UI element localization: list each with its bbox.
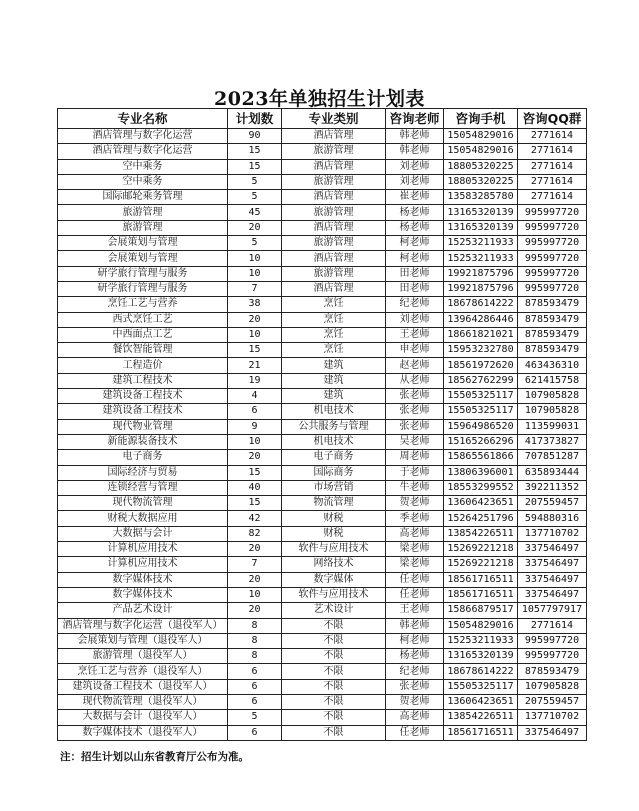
cell-phone: 18805320225 — [444, 174, 518, 189]
cell-phone: 13854226511 — [444, 526, 518, 541]
cell-phone: 18678614222 — [444, 297, 518, 312]
cell-phone: 15054829016 — [444, 618, 518, 633]
cell-phone: 13165320139 — [444, 649, 518, 664]
cell-phone: 15505325117 — [444, 404, 518, 419]
cell-category: 网络技术 — [282, 557, 386, 572]
cell-major: 数字媒体技术 — [58, 587, 228, 602]
table-row — [58, 725, 587, 740]
cell-phone: 13165320139 — [444, 205, 518, 220]
cell-teacher: 从老师 — [386, 373, 444, 388]
cell-teacher: 田老师 — [386, 266, 444, 281]
cell-phone: 15269221218 — [444, 542, 518, 557]
cell-teacher: 柯老师 — [386, 633, 444, 648]
cell-teacher: 张老师 — [386, 679, 444, 694]
cell-major: 旅游管理 — [58, 220, 228, 235]
table-row — [58, 190, 587, 205]
cell-major: 新能源装备技术 — [58, 434, 228, 449]
cell-qq-group: 995997720 — [518, 649, 587, 664]
table-row — [58, 450, 587, 465]
table-row — [58, 205, 587, 220]
cell-quota: 9 — [228, 419, 282, 434]
cell-major: 酒店管理与数字化运营 — [58, 129, 228, 144]
cell-category: 不限 — [282, 633, 386, 648]
cell-teacher: 周老师 — [386, 450, 444, 465]
cell-qq-group: 2771614 — [518, 144, 587, 159]
cell-major: 数字媒体技术 — [58, 572, 228, 587]
cell-quota: 15 — [228, 144, 282, 159]
table-row — [58, 480, 587, 495]
cell-quota: 5 — [228, 236, 282, 251]
table-row — [58, 251, 587, 266]
cell-qq-group: 207559457 — [518, 496, 587, 511]
table-row — [58, 389, 587, 404]
cell-quota: 90 — [228, 129, 282, 144]
cell-phone: 13583285780 — [444, 190, 518, 205]
cell-quota: 82 — [228, 526, 282, 541]
cell-category: 软件与应用技术 — [282, 542, 386, 557]
table-row — [58, 587, 587, 602]
table-row — [58, 373, 587, 388]
cell-qq-group: 995997720 — [518, 220, 587, 235]
cell-category: 烹饪 — [282, 327, 386, 342]
cell-quota: 15 — [228, 496, 282, 511]
cell-category: 建筑 — [282, 389, 386, 404]
cell-teacher: 王老师 — [386, 603, 444, 618]
cell-teacher: 于老师 — [386, 465, 444, 480]
cell-phone: 15054829016 — [444, 144, 518, 159]
cell-major: 现代物业管理 — [58, 419, 228, 434]
cell-teacher: 杨老师 — [386, 205, 444, 220]
table-row — [58, 220, 587, 235]
cell-category: 烹饪 — [282, 312, 386, 327]
cell-quota: 5 — [228, 174, 282, 189]
cell-teacher: 申老师 — [386, 343, 444, 358]
cell-category: 电子商务 — [282, 450, 386, 465]
cell-teacher: 贺老师 — [386, 496, 444, 511]
cell-phone: 15253211933 — [444, 236, 518, 251]
cell-qq-group: 995997720 — [518, 236, 587, 251]
cell-quota: 10 — [228, 434, 282, 449]
cell-major: 电子商务 — [58, 450, 228, 465]
enrollment-plan-table — [57, 108, 587, 741]
cell-quota: 10 — [228, 266, 282, 281]
table-row — [58, 679, 587, 694]
cell-quota: 21 — [228, 358, 282, 373]
cell-phone: 15054829016 — [444, 129, 518, 144]
table-row — [58, 511, 587, 526]
cell-major: 计算机应用技术 — [58, 542, 228, 557]
table-row — [58, 664, 587, 679]
cell-teacher: 韩老师 — [386, 618, 444, 633]
cell-category: 不限 — [282, 649, 386, 664]
table-row — [58, 129, 587, 144]
cell-quota: 15 — [228, 343, 282, 358]
cell-qq-group: 635893444 — [518, 465, 587, 480]
cell-phone: 15505325117 — [444, 389, 518, 404]
column-header-category: 专业类别 — [282, 109, 386, 129]
cell-teacher: 张老师 — [386, 404, 444, 419]
cell-teacher: 刘老师 — [386, 174, 444, 189]
cell-major: 餐饮智能管理 — [58, 343, 228, 358]
cell-category: 物流管理 — [282, 496, 386, 511]
table-row — [58, 710, 587, 725]
cell-teacher: 高老师 — [386, 526, 444, 541]
cell-qq-group: 137710702 — [518, 526, 587, 541]
cell-qq-group: 995997720 — [518, 251, 587, 266]
cell-quota: 5 — [228, 710, 282, 725]
table-row — [58, 618, 587, 633]
cell-qq-group: 995997720 — [518, 205, 587, 220]
cell-phone: 19921875796 — [444, 281, 518, 296]
cell-major: 计算机应用技术 — [58, 557, 228, 572]
cell-quota: 15 — [228, 159, 282, 174]
cell-category: 软件与应用技术 — [282, 587, 386, 602]
cell-quota: 15 — [228, 465, 282, 480]
cell-teacher: 季老师 — [386, 511, 444, 526]
cell-qq-group: 463436310 — [518, 358, 587, 373]
cell-quota: 42 — [228, 511, 282, 526]
cell-teacher: 杨老师 — [386, 649, 444, 664]
cell-phone: 15264251796 — [444, 511, 518, 526]
cell-teacher: 柯老师 — [386, 251, 444, 266]
cell-category: 酒店管理 — [282, 251, 386, 266]
cell-phone: 13964286446 — [444, 312, 518, 327]
table-row — [58, 297, 587, 312]
cell-phone: 18561716511 — [444, 587, 518, 602]
cell-quota: 6 — [228, 725, 282, 740]
cell-major: 连锁经营与管理 — [58, 480, 228, 495]
cell-category: 酒店管理 — [282, 129, 386, 144]
table-row — [58, 281, 587, 296]
table-row — [58, 144, 587, 159]
cell-category: 机电技术 — [282, 404, 386, 419]
cell-major: 国际邮轮乘务管理 — [58, 190, 228, 205]
cell-major: 数字媒体技术（退役军人） — [58, 725, 228, 740]
table-header-row — [58, 109, 587, 129]
cell-quota: 20 — [228, 450, 282, 465]
table-row — [58, 159, 587, 174]
cell-category: 旅游管理 — [282, 236, 386, 251]
cell-qq-group: 621415758 — [518, 373, 587, 388]
cell-major: 会展策划与管理（退役军人） — [58, 633, 228, 648]
table-row — [58, 327, 587, 342]
cell-qq-group: 337546497 — [518, 542, 587, 557]
cell-category: 建筑 — [282, 358, 386, 373]
cell-qq-group: 107905828 — [518, 389, 587, 404]
cell-category: 旅游管理 — [282, 174, 386, 189]
cell-category: 酒店管理 — [282, 220, 386, 235]
footnote: 注：招生计划以山东省教育厅公布为准。 — [60, 751, 249, 763]
cell-category: 旅游管理 — [282, 205, 386, 220]
cell-qq-group: 417373827 — [518, 434, 587, 449]
cell-teacher: 任老师 — [386, 587, 444, 602]
cell-major: 烹饪工艺与营养（退役军人） — [58, 664, 228, 679]
cell-teacher: 杨老师 — [386, 220, 444, 235]
cell-major: 现代物流管理 — [58, 496, 228, 511]
cell-major: 会展策划与管理 — [58, 251, 228, 266]
cell-category: 旅游管理 — [282, 144, 386, 159]
cell-teacher: 吴老师 — [386, 434, 444, 449]
cell-major: 空中乘务 — [58, 174, 228, 189]
column-header-phone: 咨询手机 — [444, 109, 518, 129]
table-row — [58, 542, 587, 557]
cell-category: 不限 — [282, 710, 386, 725]
table-row — [58, 694, 587, 709]
cell-teacher: 刘老师 — [386, 312, 444, 327]
cell-qq-group: 113599031 — [518, 419, 587, 434]
table-row — [58, 236, 587, 251]
cell-major: 研学旅行管理与服务 — [58, 266, 228, 281]
cell-major: 建筑设备工程技术 — [58, 389, 228, 404]
cell-major: 产品艺术设计 — [58, 603, 228, 618]
cell-category: 财税 — [282, 526, 386, 541]
cell-phone: 13165320139 — [444, 220, 518, 235]
column-header-quota: 计划数 — [228, 109, 282, 129]
cell-quota: 40 — [228, 480, 282, 495]
cell-qq-group: 2771614 — [518, 129, 587, 144]
cell-major: 烹饪工艺与营养 — [58, 297, 228, 312]
cell-quota: 20 — [228, 542, 282, 557]
cell-category: 烹饪 — [282, 297, 386, 312]
cell-qq-group: 107905828 — [518, 679, 587, 694]
cell-major: 酒店管理与数字化运营（退役军人） — [58, 618, 228, 633]
cell-phone: 18561716511 — [444, 572, 518, 587]
cell-qq-group: 337546497 — [518, 587, 587, 602]
cell-teacher: 高老师 — [386, 710, 444, 725]
cell-major: 研学旅行管理与服务 — [58, 281, 228, 296]
table-row — [58, 266, 587, 281]
cell-qq-group: 2771614 — [518, 174, 587, 189]
cell-quota: 6 — [228, 404, 282, 419]
cell-teacher: 赵老师 — [386, 358, 444, 373]
cell-category: 酒店管理 — [282, 159, 386, 174]
cell-major: 空中乘务 — [58, 159, 228, 174]
cell-major: 旅游管理（退役军人） — [58, 649, 228, 664]
cell-quota: 20 — [228, 220, 282, 235]
cell-teacher: 牛老师 — [386, 480, 444, 495]
cell-category: 不限 — [282, 618, 386, 633]
cell-qq-group: 392211352 — [518, 480, 587, 495]
cell-category: 酒店管理 — [282, 190, 386, 205]
cell-qq-group: 995997720 — [518, 281, 587, 296]
cell-major: 现代物流管理（退役军人） — [58, 694, 228, 709]
cell-phone: 15269221218 — [444, 557, 518, 572]
cell-phone: 13606423651 — [444, 496, 518, 511]
cell-phone: 18805320225 — [444, 159, 518, 174]
cell-teacher: 韩老师 — [386, 129, 444, 144]
cell-category: 艺术设计 — [282, 603, 386, 618]
table-row — [58, 633, 587, 648]
column-header-teacher: 咨询老师 — [386, 109, 444, 129]
cell-teacher: 任老师 — [386, 572, 444, 587]
table-row — [58, 343, 587, 358]
cell-phone: 15253211933 — [444, 251, 518, 266]
cell-qq-group: 995997720 — [518, 266, 587, 281]
cell-qq-group: 337546497 — [518, 725, 587, 740]
cell-qq-group: 594880316 — [518, 511, 587, 526]
cell-qq-group: 1057797917 — [518, 603, 587, 618]
cell-teacher: 崔老师 — [386, 190, 444, 205]
cell-teacher: 韩老师 — [386, 144, 444, 159]
cell-qq-group: 2771614 — [518, 190, 587, 205]
cell-qq-group: 878593479 — [518, 297, 587, 312]
cell-qq-group: 337546497 — [518, 557, 587, 572]
cell-phone: 18661821021 — [444, 327, 518, 342]
cell-quota: 10 — [228, 251, 282, 266]
cell-major: 酒店管理与数字化运营 — [58, 144, 228, 159]
cell-teacher: 任老师 — [386, 725, 444, 740]
cell-quota: 10 — [228, 327, 282, 342]
cell-phone: 18562762299 — [444, 373, 518, 388]
cell-teacher: 刘老师 — [386, 159, 444, 174]
cell-quota: 20 — [228, 572, 282, 587]
cell-teacher: 贺老师 — [386, 694, 444, 709]
cell-phone: 15865561866 — [444, 450, 518, 465]
cell-major: 西式烹饪工艺 — [58, 312, 228, 327]
table-row — [58, 174, 587, 189]
cell-major: 大数据与会计（退役军人） — [58, 710, 228, 725]
cell-quota: 5 — [228, 190, 282, 205]
cell-category: 市场营销 — [282, 480, 386, 495]
table-row — [58, 496, 587, 511]
cell-phone: 18561972620 — [444, 358, 518, 373]
cell-major: 建筑设备工程技术（退役军人） — [58, 679, 228, 694]
cell-category: 烹饪 — [282, 343, 386, 358]
cell-quota: 19 — [228, 373, 282, 388]
table-row — [58, 434, 587, 449]
column-header-qq-group: 咨询QQ群 — [518, 109, 587, 129]
cell-quota: 7 — [228, 557, 282, 572]
table-row — [58, 649, 587, 664]
cell-phone: 15253211933 — [444, 633, 518, 648]
cell-teacher: 梁老师 — [386, 557, 444, 572]
cell-major: 建筑设备工程技术 — [58, 404, 228, 419]
cell-qq-group: 878593479 — [518, 343, 587, 358]
table-row — [58, 358, 587, 373]
cell-qq-group: 707851287 — [518, 450, 587, 465]
cell-category: 不限 — [282, 694, 386, 709]
cell-category: 不限 — [282, 725, 386, 740]
cell-major: 建筑工程技术 — [58, 373, 228, 388]
cell-phone: 19921875796 — [444, 266, 518, 281]
cell-quota: 8 — [228, 649, 282, 664]
cell-phone: 15964986520 — [444, 419, 518, 434]
cell-category: 不限 — [282, 664, 386, 679]
table-row — [58, 465, 587, 480]
cell-qq-group: 995997720 — [518, 633, 587, 648]
cell-quota: 45 — [228, 205, 282, 220]
cell-phone: 15165266296 — [444, 434, 518, 449]
cell-teacher: 纪老师 — [386, 297, 444, 312]
cell-qq-group: 207559457 — [518, 694, 587, 709]
cell-qq-group: 137710702 — [518, 710, 587, 725]
table-row — [58, 312, 587, 327]
cell-quota: 38 — [228, 297, 282, 312]
cell-quota: 6 — [228, 679, 282, 694]
cell-phone: 13806396001 — [444, 465, 518, 480]
cell-qq-group: 878593479 — [518, 312, 587, 327]
table-row — [58, 603, 587, 618]
cell-category: 数字媒体 — [282, 572, 386, 587]
cell-qq-group: 337546497 — [518, 572, 587, 587]
cell-category: 建筑 — [282, 373, 386, 388]
cell-qq-group: 878593479 — [518, 664, 587, 679]
cell-teacher: 张老师 — [386, 419, 444, 434]
table-row — [58, 419, 587, 434]
cell-teacher: 张老师 — [386, 389, 444, 404]
cell-quota: 8 — [228, 618, 282, 633]
cell-phone: 18553299552 — [444, 480, 518, 495]
cell-quota: 4 — [228, 389, 282, 404]
cell-quota: 6 — [228, 664, 282, 679]
column-header-major: 专业名称 — [58, 109, 228, 129]
cell-category: 不限 — [282, 679, 386, 694]
cell-quota: 6 — [228, 694, 282, 709]
cell-qq-group: 2771614 — [518, 159, 587, 174]
cell-quota: 10 — [228, 587, 282, 602]
cell-category: 酒店管理 — [282, 281, 386, 296]
cell-phone: 15866879517 — [444, 603, 518, 618]
cell-category: 财税 — [282, 511, 386, 526]
table-row — [58, 404, 587, 419]
cell-category: 旅游管理 — [282, 266, 386, 281]
cell-teacher: 柯老师 — [386, 236, 444, 251]
cell-phone: 15953232780 — [444, 343, 518, 358]
cell-quota: 7 — [228, 281, 282, 296]
cell-teacher: 梁老师 — [386, 542, 444, 557]
cell-teacher: 田老师 — [386, 281, 444, 296]
page-title: 2023年单独招生计划表 — [214, 88, 425, 110]
cell-qq-group: 878593479 — [518, 327, 587, 342]
cell-major: 财税大数据应用 — [58, 511, 228, 526]
cell-major: 中西面点工艺 — [58, 327, 228, 342]
table-row — [58, 572, 587, 587]
table-row — [58, 557, 587, 572]
cell-phone: 18678614222 — [444, 664, 518, 679]
cell-phone: 15505325117 — [444, 679, 518, 694]
table-row — [58, 526, 587, 541]
cell-major: 国际经济与贸易 — [58, 465, 228, 480]
cell-quota: 8 — [228, 633, 282, 648]
cell-major: 会展策划与管理 — [58, 236, 228, 251]
cell-phone: 13606423651 — [444, 694, 518, 709]
cell-quota: 20 — [228, 312, 282, 327]
cell-teacher: 纪老师 — [386, 664, 444, 679]
cell-qq-group: 107905828 — [518, 404, 587, 419]
cell-category: 机电技术 — [282, 434, 386, 449]
cell-qq-group: 2771614 — [518, 618, 587, 633]
cell-phone: 13854226511 — [444, 710, 518, 725]
cell-category: 公共服务与管理 — [282, 419, 386, 434]
cell-quota: 20 — [228, 603, 282, 618]
cell-major: 旅游管理 — [58, 205, 228, 220]
cell-major: 工程造价 — [58, 358, 228, 373]
cell-phone: 18561716511 — [444, 725, 518, 740]
cell-major: 大数据与会计 — [58, 526, 228, 541]
cell-category: 国际商务 — [282, 465, 386, 480]
cell-teacher: 王老师 — [386, 327, 444, 342]
